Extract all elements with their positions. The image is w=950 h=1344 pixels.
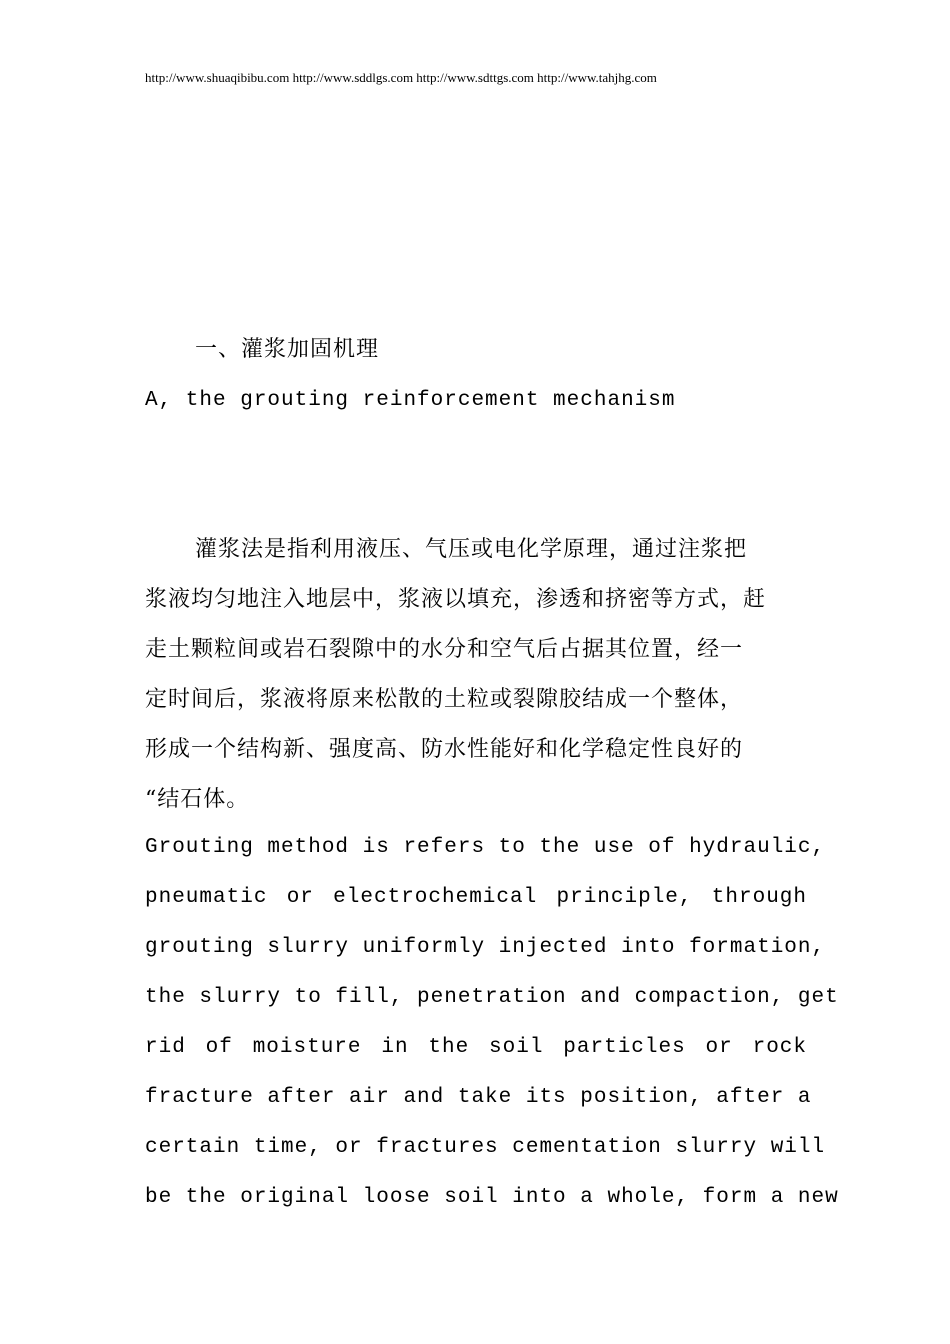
paragraph-en [145, 823, 839, 1223]
paragraph-en-line: pneumatic or electrochemical principle, through [145, 886, 807, 909]
paragraph-en-line: rid of moisture in the soil particles or rock [145, 1036, 807, 1059]
paragraph-cn-line: 灌浆法是指利用液压、气压或电化学原理，通过注浆把 [195, 537, 748, 562]
paragraph-en-line: be the original loose soil into a whole, form a new [145, 1186, 839, 1209]
paragraph-en-line: Grouting method is refers to the use of hydraulic, [145, 836, 826, 859]
paragraph-cn-line: “结石体。 [145, 787, 250, 812]
section-heading-en: A, the grouting reinforcement mechanism [145, 389, 676, 412]
paragraph-cn-line: 定时间后，浆液将原来松散的土粒或裂隙胶结成一个整体， [145, 687, 744, 712]
paragraph-cn [145, 525, 807, 825]
section-heading-cn: 一、灌浆加固机理 [195, 337, 380, 362]
header-links: http://www.shuaqibibu.com http://www.sddlgs.com http://www.sdttgs.com http://www.tahjhg.com [145, 70, 657, 85]
paragraph-cn-line: 浆液均匀地注入地层中，浆液以填充，渗透和挤密等方式，赶 [145, 587, 767, 612]
paragraph-cn-line: 走土颗粒间或岩石裂隙中的水分和空气后占据其位置，经一 [145, 637, 744, 662]
paragraph-cn-line: 形成一个结构新、强度高、防水性能好和化学稳定性良好的 [145, 737, 744, 762]
paragraph-en-line: certain time, or fractures cementation slurry will [145, 1136, 826, 1159]
paragraph-en-line: grouting slurry uniformly injected into formation, [145, 936, 826, 959]
paragraph-en-line: the slurry to fill, penetration and compaction, get [145, 986, 839, 1009]
paragraph-en-line: fracture after air and take its position, after a [145, 1086, 812, 1109]
